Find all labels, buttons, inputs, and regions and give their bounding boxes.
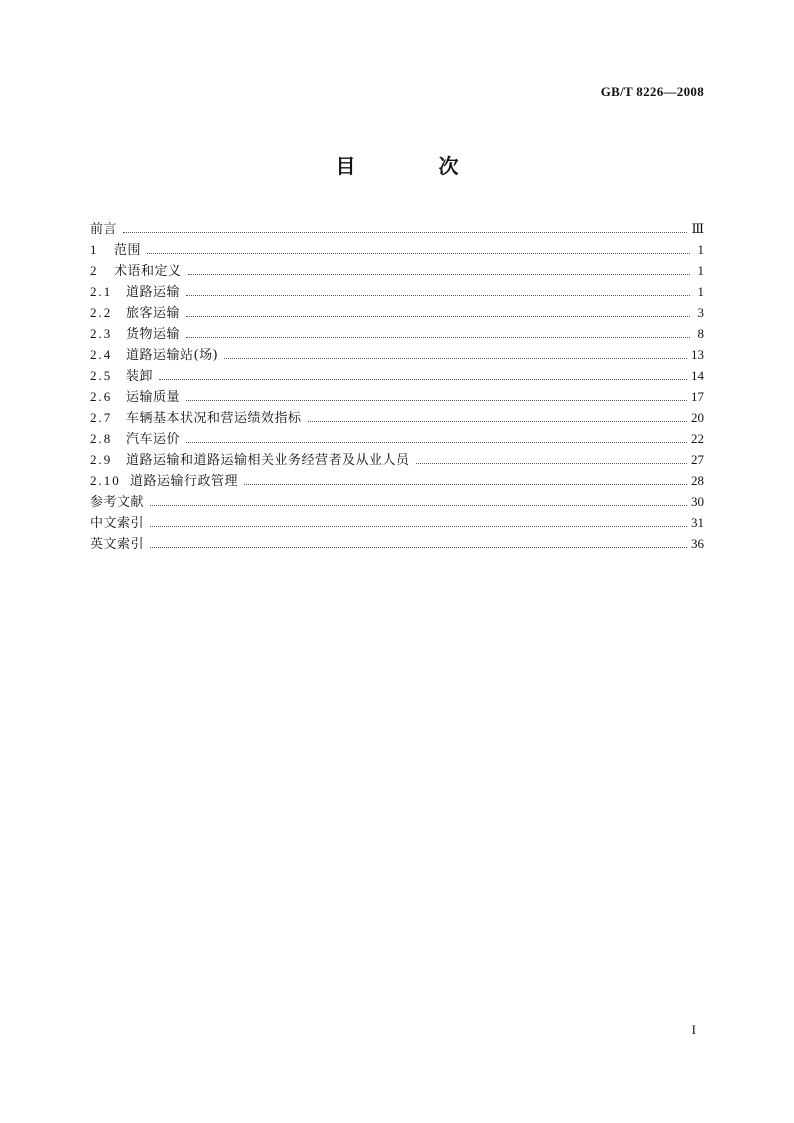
- toc-entry-text: 车辆基本状况和营运绩效指标: [126, 411, 302, 426]
- toc-leader-dots: [159, 379, 687, 380]
- toc-entry-text: 参考文献: [90, 495, 145, 510]
- toc-entry-text: 前言: [90, 222, 118, 237]
- toc-entry-2-5[interactable]: [90, 365, 704, 386]
- toc-entry-number: 2.7: [90, 410, 113, 425]
- toc-page-number: 36: [691, 536, 704, 551]
- toc-entry-2-9[interactable]: [90, 449, 704, 470]
- toc-entry-2-8[interactable]: [90, 428, 704, 449]
- toc-page-number: 1: [697, 242, 704, 257]
- toc-entry-2-2[interactable]: [90, 302, 704, 323]
- toc-entry-text: 范围: [114, 243, 142, 258]
- toc-entry-text: 旅客运输: [126, 306, 181, 321]
- toc-entry-number: 2.2: [90, 305, 113, 320]
- toc-page-number: 31: [691, 515, 704, 530]
- toc-entry-2-7[interactable]: [90, 407, 704, 428]
- toc-entry-references[interactable]: [90, 491, 704, 512]
- toc-entry-text: 英文索引: [90, 537, 145, 552]
- toc-leader-dots: [150, 505, 687, 506]
- toc-entry-text: 货物运输: [126, 327, 181, 342]
- toc-entry-text: 道路运输: [126, 285, 181, 300]
- toc-entry-2[interactable]: [90, 260, 704, 281]
- toc-entry-1[interactable]: [90, 239, 704, 260]
- toc-leader-dots: [150, 547, 687, 548]
- toc-entry-number: 1: [90, 242, 99, 257]
- toc-page-number: 22: [691, 431, 704, 446]
- toc-entry-text: 汽车运价: [126, 432, 181, 447]
- toc-leader-dots: [186, 337, 690, 338]
- toc-page-number: 14: [691, 368, 704, 383]
- toc-entry-number: 2.6: [90, 389, 113, 404]
- page-number: I: [691, 1022, 696, 1037]
- toc-entry-text: 运输质量: [126, 390, 181, 405]
- toc-entry-number: 2.3: [90, 326, 113, 341]
- toc-page-number: 3: [697, 305, 704, 320]
- toc-entry-english-index[interactable]: [90, 533, 704, 554]
- toc-leader-dots: [188, 274, 690, 275]
- table-of-contents: [90, 218, 704, 554]
- toc-leader-dots: [123, 232, 687, 233]
- toc-entry-text: 道路运输和道路运输相关业务经营者及从业人员: [126, 453, 410, 468]
- toc-leader-dots: [186, 295, 690, 296]
- toc-leader-dots: [186, 442, 687, 443]
- toc-page-number: 20: [691, 410, 704, 425]
- toc-page-number: 13: [691, 347, 704, 362]
- toc-leader-dots: [308, 421, 687, 422]
- toc-leader-dots: [224, 358, 687, 359]
- toc-page-number: 1: [697, 284, 704, 299]
- toc-entry-2-1[interactable]: [90, 281, 704, 302]
- toc-entry-number: 2.4: [90, 347, 113, 362]
- toc-entry-number: 2.10: [90, 473, 121, 488]
- standard-code: GB/T 8226—2008: [600, 84, 704, 99]
- toc-entry-text: 道路运输站(场): [126, 348, 219, 363]
- page-title: 目 次: [335, 154, 497, 178]
- toc-leader-dots: [186, 316, 690, 317]
- toc-entry-text: 道路运输行政管理: [130, 474, 239, 489]
- toc-entry-number: 2: [90, 263, 99, 278]
- toc-entry-2-3[interactable]: [90, 323, 704, 344]
- toc-page-number: Ⅲ: [691, 221, 704, 236]
- toc-entry-number: 2.9: [90, 452, 113, 467]
- toc-entry-number: 2.5: [90, 368, 113, 383]
- toc-leader-dots: [416, 463, 687, 464]
- toc-entry-2-10[interactable]: [90, 470, 704, 491]
- toc-page-number: 1: [697, 263, 704, 278]
- toc-entry-text: 术语和定义: [114, 264, 182, 279]
- toc-leader-dots: [147, 253, 690, 254]
- toc-leader-dots: [150, 526, 687, 527]
- toc-entry-chinese-index[interactable]: [90, 512, 704, 533]
- toc-leader-dots: [186, 400, 687, 401]
- toc-page-number: 17: [691, 389, 704, 404]
- toc-page-number: 8: [697, 326, 704, 341]
- toc-page-number: 30: [691, 494, 704, 509]
- toc-entry-text: 中文索引: [90, 516, 145, 531]
- toc-entry-number: 2.8: [90, 431, 113, 446]
- toc-entry-2-4[interactable]: [90, 344, 704, 365]
- toc-entry-foreword[interactable]: [90, 218, 704, 239]
- toc-page-number: 28: [691, 473, 704, 488]
- toc-entry-2-6[interactable]: [90, 386, 704, 407]
- toc-leader-dots: [244, 484, 687, 485]
- toc-page-number: 27: [691, 452, 704, 467]
- toc-entry-text: 装卸: [126, 369, 154, 384]
- toc-entry-number: 2.1: [90, 284, 113, 299]
